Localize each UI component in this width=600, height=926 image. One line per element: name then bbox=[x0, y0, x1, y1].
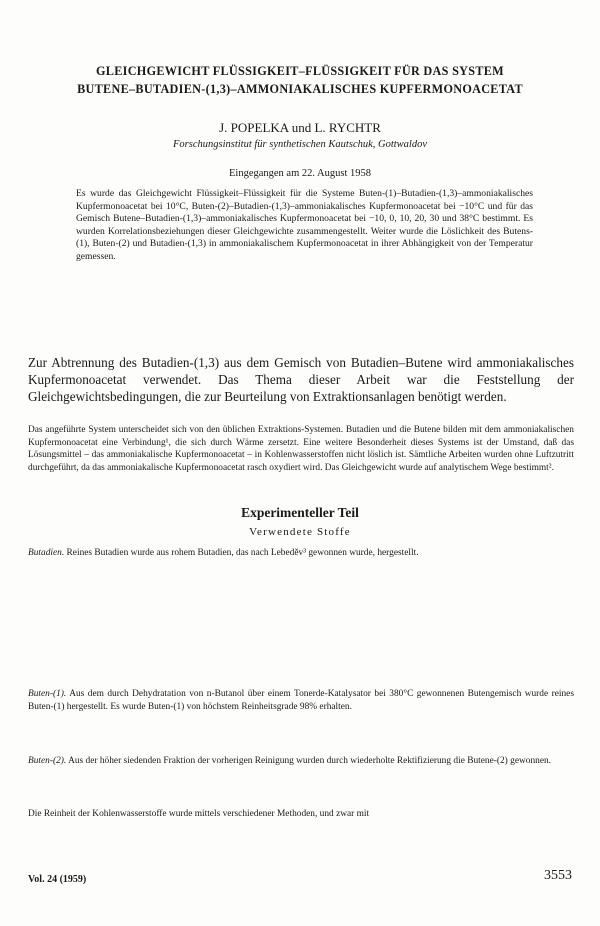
buten2-paragraph bbox=[28, 755, 574, 768]
paper-title-line2: BUTENE–BUTADIEN-(1,3)–AMMONIAKALISCHES KUPFERMONOACETAT bbox=[77, 82, 523, 96]
authors: J. POPELKA und L. RYCHTR bbox=[219, 120, 381, 135]
affiliation: Forschungsinstitut für synthetischen Kautschuk, Gottwaldov bbox=[172, 139, 428, 150]
paper-title-line1: GLEICHGEWICHT FLÜSSIGKEIT–FLÜSSIGKEIT FÜR DAS SYSTEM bbox=[96, 64, 504, 78]
received-date: Eingegangen am 22. August 1958 bbox=[228, 168, 372, 179]
abstract: Es wurde das Gleichgewicht Flüssigkeit–Flüssigkeit für die Systeme Buten-(1)–Butadien-(1,3)–ammoniakalisches Kupfermonoacetat bei 10°C, Buten-(2)–Butadien-(1,3)–ammoniakalisches Kupfermonoacetat bei −10°C und für das Gemisch Butene–Butadien-(1,3)–ammoniakalisches Kupfermonoacetat bei −10, 0, 10, 20, 30 und 38°C bestimmt. Es wurden Korrelationsbeziehungen dieser Gleichgewichte zusammengestellt. Weiter wurde die Löslichkeit des Butens-(1), Buten-(2) und Butadien-(1,3) in ammoniakalischem Kupfermonoacetat in ihrer Abhängigkeit von der Temperatur gemessen. bbox=[76, 188, 533, 262]
purity-paragraph: Die Reinheit der Kohlenwasserstoffe wurde mittels verschiedener Methoden, und zwar mit bbox=[28, 809, 370, 819]
buten1-text: Aus dem durch Dehydratation von n-Butanol über einem Tonerde-Katalysator bei 380°C gewonnenen Butengemisch wurde reines Buten-(1) hergestellt. Es wurde Buten-(1) von höchstem Reinheitsgrade 98% erhalten. bbox=[28, 689, 574, 712]
section-heading: Experimenteller Teil bbox=[241, 505, 359, 520]
lead-paragraph: Zur Abtrennung des Butadien-(1,3) aus dem Gemisch von Butadien–Butene wird ammoniakalisches Kupfermonoacetat verwendet. Das Thema dieser Arbeit war die Feststellung der Gleichgewichtsbedingungen, die zur Beurteilung von Extraktionsanlagen benötigt werden. bbox=[28, 355, 574, 404]
footer-volume: Vol. 24 (1959) bbox=[28, 874, 87, 885]
subsection-heading: Verwendete Stoffe bbox=[249, 526, 351, 538]
butadien-label: Butadien. bbox=[28, 548, 65, 558]
buten1-label: Buten-(1). bbox=[28, 689, 67, 699]
buten2-text: Aus der höher siedenden Fraktion der vorherigen Reinigung wurden durch wiederholte Rektifizierung die Butene-(2) gewonnen. bbox=[68, 756, 552, 766]
butadien-text: Reines Butadien wurde aus rohem Butadien, das nach Lebeděv³ gewonnen wurde, hergestellt. bbox=[66, 548, 419, 558]
paper-title bbox=[40, 62, 560, 98]
page-number: 3553 bbox=[544, 868, 572, 883]
intro-paragraph: Das angeführte System unterscheidet sich von den üblichen Extraktions-Systemen. Butadien und die Butene bilden mit dem ammoniakalischen Kupfermonoacetat eine Verbindung¹, die sich durch Wärme zersetzt. Eine weitere Besonderheit dieses Systems ist der Umstand, daß das Lösungsmittel – das ammoniakalische Kupfermonoacetat – in Kohlenwasserstoffen nicht löslich ist. Sämtliche Arbeiten wurden ohne Luftzutritt durchgeführt, da das ammoniakalische Kupfermonoacetat rasch oxydiert wird. Das Gleichgewicht wurde auf analytischem Wege bestimmt². bbox=[28, 425, 574, 473]
buten1-paragraph bbox=[28, 688, 574, 713]
butadien-paragraph bbox=[28, 547, 574, 560]
buten2-label: Buten-(2). bbox=[28, 756, 67, 766]
